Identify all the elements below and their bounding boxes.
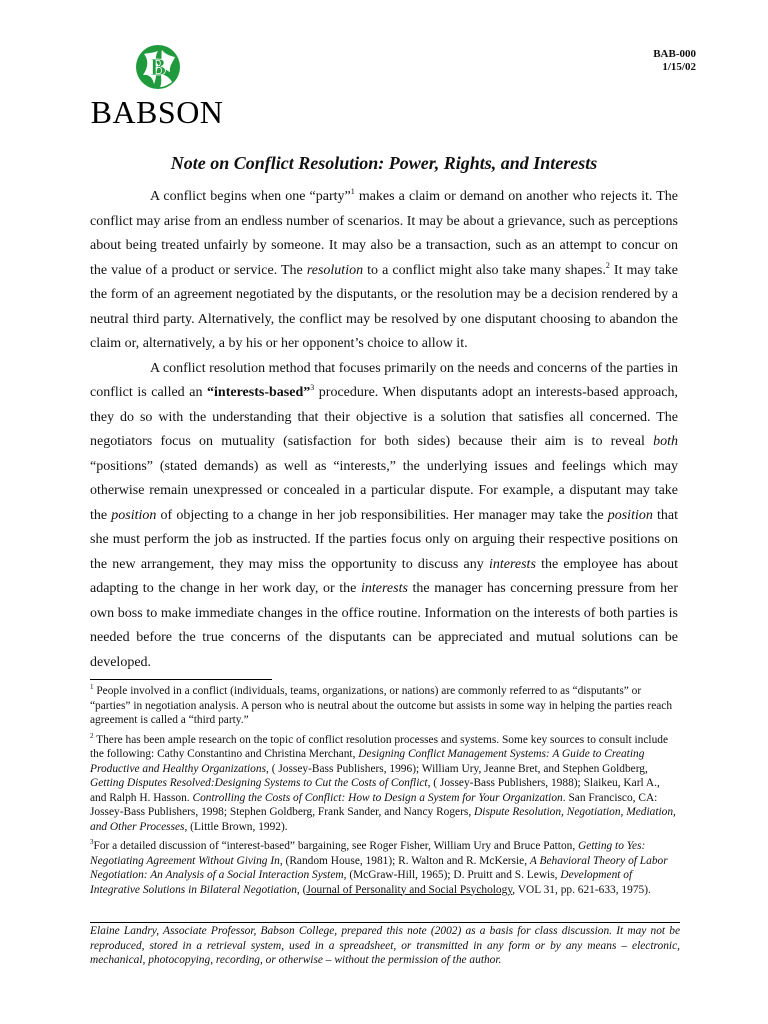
- footnotes: [90, 684, 678, 902]
- footnote-2: $^2$ There has been ample research on the topic of conflict resolution processes and systems. Some key sources to consult include the following: Cathy Constantino and Christina Merchant, Designing Conflict Management Systems: A Guide to Creating Productive and Healthy Organizations, ( Jossey-Bass Publishers, 1996); William Ury, Jeanne Bret, and Stephen Goldberg, Getting Disputes Resolved:Designing Systems to Cut the Costs of Conflict, ( Jossey-Bass Publishers, 1988); Slaikeu, Karl A., and Ralph H. Hasson. Controlling the Costs of Conflict: How to Design a System for Your Organization. San Francisco, CA: Jossey-Bass Publishers, 1998; Stephen Goldberg, Frank Sander, and Nancy Rogers, Dispute Resolution, Negotiation, Mediation, and Other Processes, (Little Brown, 1992).: [90, 731, 676, 833]
- paragraph-1: A conflict begins when one “party”$^1$ makes a claim or demand on another who rejects it. The conflict may arise from an endless number of scenarios. It may be about a grievance, such as perceptions about being treated unfairly by someone. It may also be a transaction, such as an attempt to concur on the value of a product or service. The resolution to a conflict might also take many shapes.$^2$ It may take the form of an agreement negotiated by the disputants, or the resolution may be a decision rendered by a neutral third party. Alternatively, the conflict may be resolved by one disputant choosing to abandon the claim or, alternatively, a by his or her opponent’s choice to allow it.: [90, 187, 679, 351]
- document-meta: [653, 48, 696, 74]
- logo-wordmark: BABSON: [90, 94, 224, 130]
- footnote-divider: [90, 679, 272, 680]
- svg-text:B: B: [149, 55, 167, 81]
- body-text: [90, 185, 678, 675]
- document-date: 1/15/02: [662, 61, 696, 73]
- footnote-1: $^1$ People involved in a conflict (individuals, teams, organizations, or nations) are commonly referred to as “disputants” or “parties” in negotiation analysis. A person who is neutral about the outcome but assists in some way in helping the parties reach agreement is called a “third party.”: [90, 683, 673, 726]
- page-title: Note on Conflict Resolution: Power, Rights, and Interests: [170, 153, 598, 173]
- journal-link[interactable]: Journal of Personality and Social Psychology: [306, 883, 513, 896]
- footnote-ref-1[interactable]: 1: [350, 187, 355, 196]
- globe-logo-icon: [135, 44, 181, 90]
- document-id: BAB-000: [653, 48, 696, 60]
- footnote-3: $^3$For a detailed discussion of “interest-based” bargaining, see Roger Fisher, William Ury and Bruce Patton, Getting to Yes: Negotiating Agreement Without Giving In, (Random House, 1981); R. Walton and R. McKersie, A Behavioral Theory of Labor Negotiation: An Analysis of a Social Interaction System, (McGraw-Hill, 1965); D. Pruitt and S. Lewis, Development of Integrative Solutions in Bilateral Negotiation, (Journal of Personality and Social Psychology, VOL 31, pp. 621-633, 1975).: [90, 838, 668, 896]
- paragraph-2: A conflict resolution method that focuses primarily on the needs and concerns of the parties in conflict is called an “interests-based”$^3$ procedure. When disputants adopt an interests-based approach, they do so with the understanding that their objective is a solution that satisfies all concerned. The negotiators focus on mutuality (satisfaction for both sides) because their aim is to reveal both “positions” (stated demands) as well as “interests,” the underlying issues and feelings which may otherwise remain unexpressed or concealed in a particular dispute. For example, a disputant may take the position of objecting to a change in her job responsibilities. Her manager may take the position that she must perform the job as instructed. If the parties focus only on arguing their respective positions on the new arrangement, they may miss the opportunity to discuss any interests the employee has about adapting to the change in her work day, or the interests the manager has concerning pressure from her own boss to make immediate changes in the office routine. Information on the interests of both parties is needed before the true concerns of the disputants can be appreciated and mutual solutions can be developed.: [90, 360, 679, 670]
- footnote-ref-3[interactable]: 3: [310, 383, 315, 392]
- copyright-divider: [90, 922, 680, 923]
- footnote-ref-2[interactable]: 2: [605, 260, 610, 270]
- copyright-notice: Elaine Landry, Associate Professor, Babson College, prepared this note (2002) as a basis for class discussion. It may not be reproduced, stored in a retrieval system, used in a spreadsheet, or transmitted in any form or by any means – electronic, mechanical, photocopying, recording, or otherwise – without the permission of the author.: [90, 925, 680, 966]
